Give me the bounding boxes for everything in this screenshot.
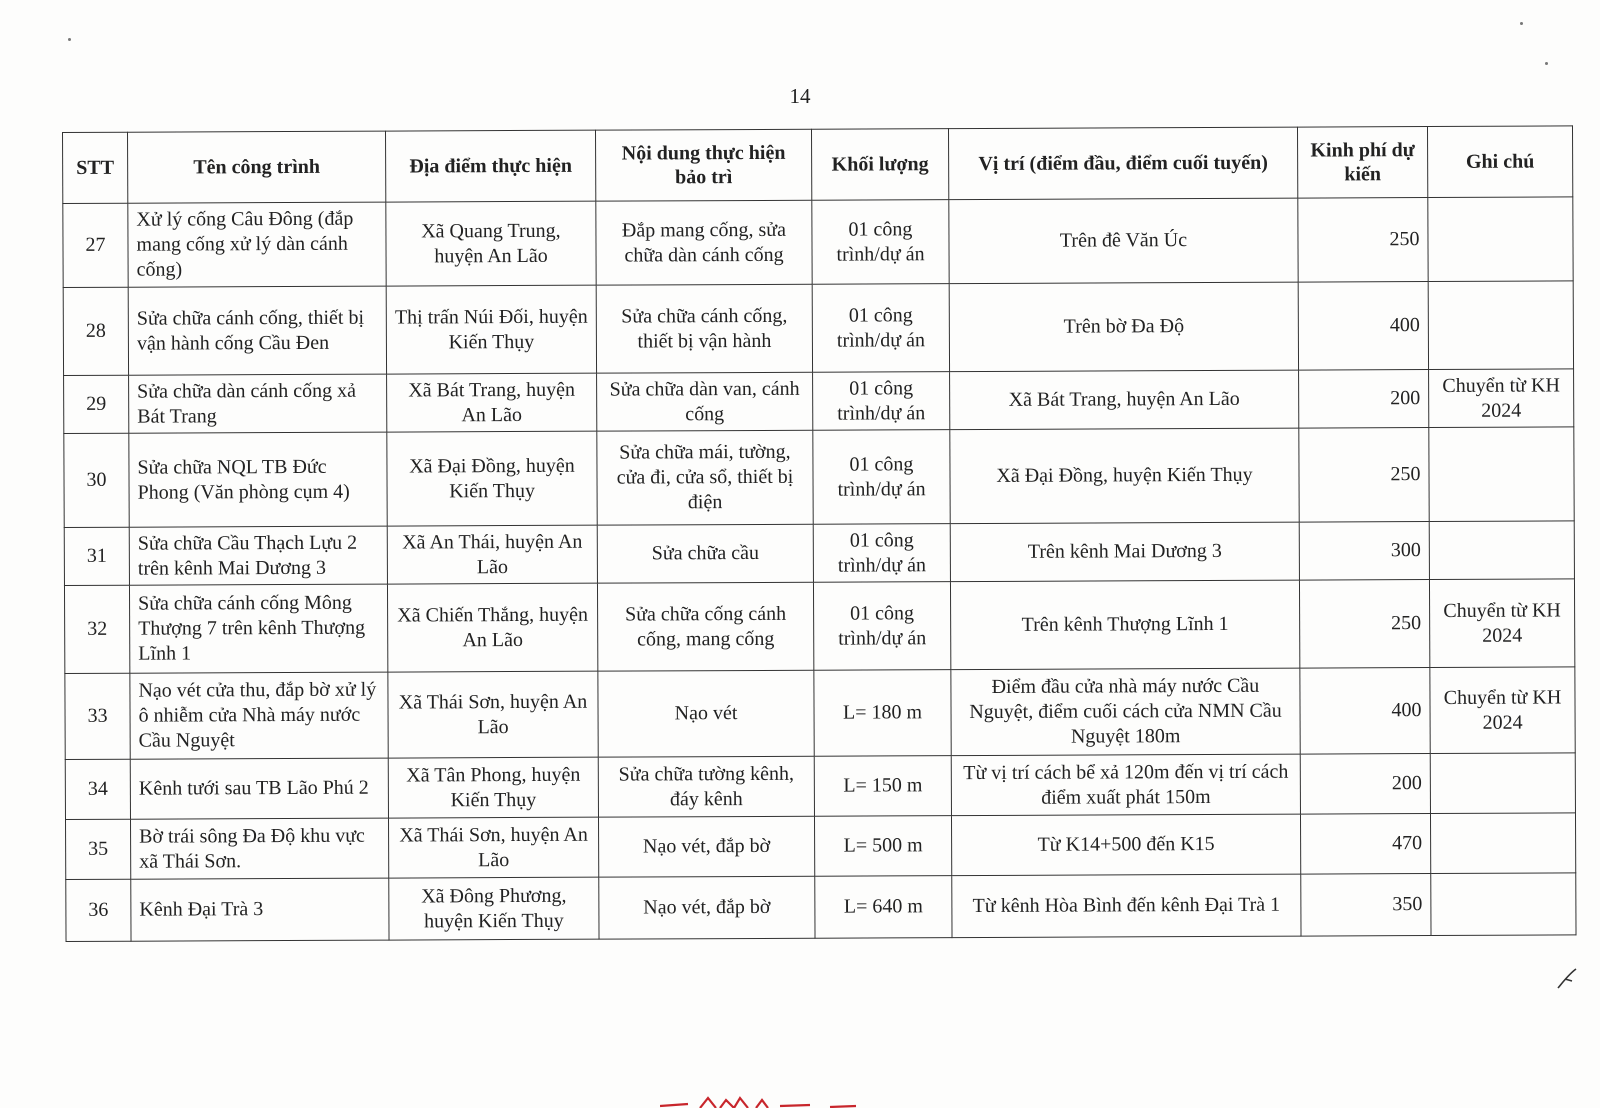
table-row [63, 281, 1573, 376]
cell-stt: 36 [66, 879, 131, 941]
cell-location: Điểm đầu cửa nhà máy nước Cầu Nguyệt, điểm cuối cách cửa NMN Cầu Nguyệt 180m [951, 668, 1300, 756]
cell-cost: 470 [1300, 814, 1430, 875]
table-row [65, 753, 1575, 820]
cell-stt: 35 [65, 819, 130, 879]
cell-location: Từ vị trí cách bể xả 120m đến vị trí cách điểm xuất phát 150m [951, 754, 1300, 816]
cell-cost: 350 [1301, 874, 1431, 937]
cell-location: Xã Bát Trang, huyện An Lão [950, 370, 1299, 430]
maintenance-table [62, 125, 1577, 942]
cell-place: Xã Đại Đồng, huyện Kiến Thụy [387, 431, 597, 526]
cell-note: Chuyển từ KH 2024 [1429, 579, 1574, 668]
cell-cost: 200 [1300, 754, 1430, 815]
cell-name: Nạo vét cửa thu, đắp bờ xử lý ô nhiễm cửa Nhà máy nước Cầu Nguyệt [130, 672, 388, 759]
cell-place: Xã Đông Phương, huyện Kiến Thụy [389, 877, 599, 940]
cell-content: Sửa chữa tường kênh, đáy kênh [598, 756, 814, 817]
cell-note [1431, 873, 1576, 936]
cell-note [1429, 521, 1574, 580]
cell-cost: 300 [1299, 522, 1429, 581]
page-number: 14 [789, 84, 811, 108]
header-location: Vị trí (điểm đầu, điểm cuối tuyến) [948, 127, 1297, 200]
table-row [64, 427, 1574, 528]
cell-location: Trên kênh Thượng Lĩnh 1 [950, 580, 1299, 670]
cell-location: Trên đê Văn Úc [949, 198, 1298, 284]
cell-volume: 01 công trình/dự án [812, 284, 949, 373]
cell-cost: 400 [1300, 668, 1430, 755]
cell-place: Xã Thái Sơn, huyện An Lão [388, 671, 598, 758]
cell-location: Trên kênh Mai Dương 3 [950, 522, 1299, 582]
cell-place: Xã Tân Phong, huyện Kiến Thụy [388, 757, 598, 818]
cell-stt: 28 [63, 287, 128, 375]
cell-content: Nạo vét, đắp bờ [598, 816, 814, 877]
cell-stt: 29 [64, 375, 129, 433]
cell-location: Xã Đại Đồng, huyện Kiến Thụy [950, 428, 1299, 524]
cell-content: Sửa chữa cánh cống, thiết bị vận hành [596, 284, 812, 373]
cell-content: Nạo vét [598, 670, 814, 757]
cell-name: Sửa chữa dàn cánh cống xả Bát Trang [129, 374, 387, 433]
table-row [65, 667, 1575, 760]
scan-speck [1520, 22, 1523, 25]
cell-volume: L= 150 m [814, 756, 951, 817]
cell-note: Chuyển từ KH 2024 [1430, 667, 1575, 754]
header-note: Ghi chú [1427, 126, 1572, 198]
cell-place: Xã Quang Trung, huyện An Lão [386, 201, 596, 286]
table-row [64, 579, 1574, 674]
cell-name: Bờ trái sông Đa Độ khu vực xã Thái Sơn. [130, 818, 388, 879]
cell-content: Sửa chữa cầu [597, 524, 813, 583]
cell-content: Sửa chữa dàn van, cánh cống [597, 372, 813, 431]
table-row [64, 521, 1574, 586]
cell-cost: 400 [1298, 282, 1428, 371]
cell-content: Đắp mang cống, sửa chữa dàn cánh cống [596, 200, 812, 285]
cell-name: Kênh Đại Trà 3 [131, 878, 389, 941]
cell-stt: 34 [65, 759, 130, 819]
cell-note [1428, 281, 1573, 370]
cell-cost: 250 [1299, 428, 1429, 523]
pen-tick-mark-icon [1554, 966, 1580, 992]
scan-speck [68, 38, 71, 41]
cell-name: Sửa chữa NQL TB Đức Phong (Văn phòng cụm 4) [129, 432, 387, 527]
header-stt: STT [63, 132, 128, 203]
red-seal-remnant-icon [660, 1094, 860, 1108]
cell-volume: L= 180 m [814, 670, 951, 757]
cell-cost: 250 [1298, 198, 1428, 283]
cell-location: Trên bờ Đa Độ [949, 282, 1298, 372]
cell-cost: 200 [1299, 370, 1429, 429]
cell-volume: L= 500 m [814, 816, 951, 877]
header-cost: Kinh phí dự kiến [1297, 127, 1427, 199]
cell-stt: 33 [65, 673, 130, 759]
table-row [66, 873, 1576, 942]
cell-stt: 31 [64, 527, 129, 585]
cell-place: Xã Bát Trang, huyện An Lão [387, 373, 597, 432]
header-volume: Khối lượng [811, 129, 948, 201]
cell-content: Sửa chữa cống cánh cống, mang cống [597, 582, 813, 671]
cell-name: Sửa chữa cánh cống Mông Thượng 7 trên kênh Thượng Lĩnh 1 [129, 584, 387, 673]
header-place: Địa điểm thực hiện [385, 130, 595, 202]
cell-stt: 27 [63, 203, 128, 287]
cell-volume: L= 640 m [815, 876, 952, 939]
header-content: Nội dung thực hiện bảo trì [595, 129, 811, 201]
cell-volume: 01 công trình/dự án [813, 430, 950, 525]
cell-note [1429, 427, 1574, 522]
table-row [64, 369, 1574, 434]
table-row [65, 813, 1575, 880]
header-name: Tên công trình [128, 131, 386, 203]
header-row [63, 126, 1573, 204]
cell-content: Nạo vét, đắp bờ [599, 876, 815, 939]
cell-place: Xã An Thái, huyện An Lão [387, 525, 597, 584]
cell-note: Chuyển từ KH 2024 [1429, 369, 1574, 428]
scan-speck [1545, 62, 1548, 65]
cell-name: Sửa chữa cánh cống, thiết bị vận hành cống Cầu Đen [128, 286, 386, 375]
cell-stt: 30 [64, 433, 129, 527]
cell-note [1428, 197, 1573, 282]
cell-volume: 01 công trình/dự án [813, 524, 950, 583]
table-row [63, 197, 1573, 288]
cell-name: Xử lý cống Câu Đông (đắp mang cống xử lý dàn cánh cống) [128, 202, 386, 287]
cell-volume: 01 công trình/dự án [813, 372, 950, 431]
cell-location: Từ kênh Hòa Bình đến kênh Đại Trà 1 [952, 874, 1301, 938]
cell-note [1430, 813, 1575, 874]
cell-name: Sửa chữa Cầu Thạch Lựu 2 trên kênh Mai Dương 3 [129, 526, 387, 585]
cell-place: Xã Thái Sơn, huyện An Lão [388, 817, 598, 878]
cell-content: Sửa chữa mái, tường, cửa đi, cửa sổ, thiết bị điện [597, 430, 813, 525]
cell-note [1430, 753, 1575, 814]
cell-name: Kênh tưới sau TB Lão Phú 2 [130, 758, 388, 819]
cell-volume: 01 công trình/dự án [812, 200, 949, 285]
cell-stt: 32 [64, 585, 129, 673]
cell-volume: 01 công trình/dự án [813, 582, 950, 671]
cell-place: Xã Chiến Thắng, huyện An Lão [387, 583, 597, 672]
cell-place: Thị trấn Núi Đối, huyện Kiến Thụy [386, 285, 596, 374]
cell-location: Từ K14+500 đến K15 [951, 814, 1300, 876]
cell-cost: 250 [1299, 580, 1429, 669]
